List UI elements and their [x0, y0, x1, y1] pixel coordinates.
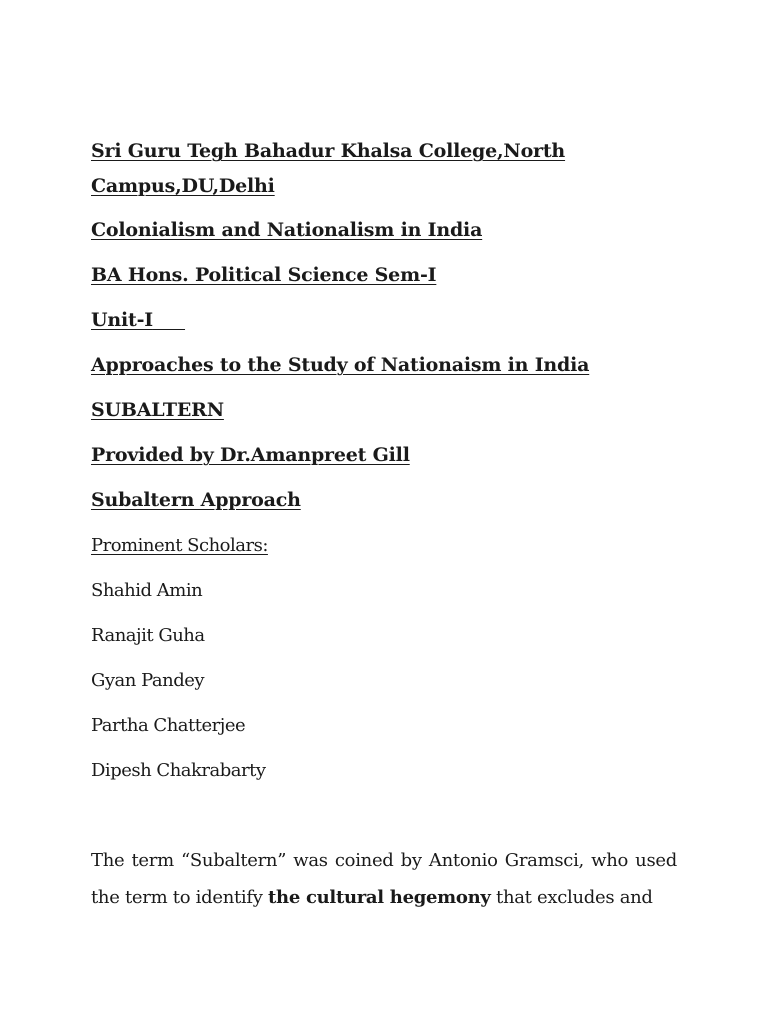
course-heading: Colonialism and Nationalism in India — [91, 219, 483, 241]
scholar-name: Partha Chatterjee — [91, 715, 246, 736]
scholar-name: Gyan Pandey — [91, 670, 205, 691]
topic-heading: Approaches to the Study of Nationaism in India — [91, 354, 590, 376]
section-title: Subaltern Approach — [91, 489, 301, 511]
scholars-label: Prominent Scholars: — [91, 535, 268, 556]
scholar-name: Shahid Amin — [91, 580, 203, 601]
subtopic-heading: SUBALTERN — [91, 399, 224, 421]
paragraph-bold-text: the cultural hegemony — [268, 887, 491, 908]
paragraph-text-end: that excludes and — [490, 887, 653, 908]
paragraph-text-start: The term “Subaltern” was coined by Antonio Gramsci, who used the term to identify — [91, 850, 677, 908]
unit-label: Unit-I — [91, 309, 153, 331]
unit-heading — [91, 303, 677, 338]
provider-heading: Provided by Dr.Amanpreet Gill — [91, 444, 410, 466]
body-paragraph — [91, 842, 677, 916]
unit-underline-spacer — [153, 309, 185, 331]
college-heading: Sri Guru Tegh Bahadur Khalsa College,North Campus,DU,Delhi — [91, 140, 566, 197]
scholar-name: Ranajit Guha — [91, 625, 205, 646]
scholar-name: Dipesh Chakrabarty — [91, 760, 266, 781]
program-heading: BA Hons. Political Science Sem-I — [91, 264, 437, 286]
document-content — [91, 134, 677, 916]
